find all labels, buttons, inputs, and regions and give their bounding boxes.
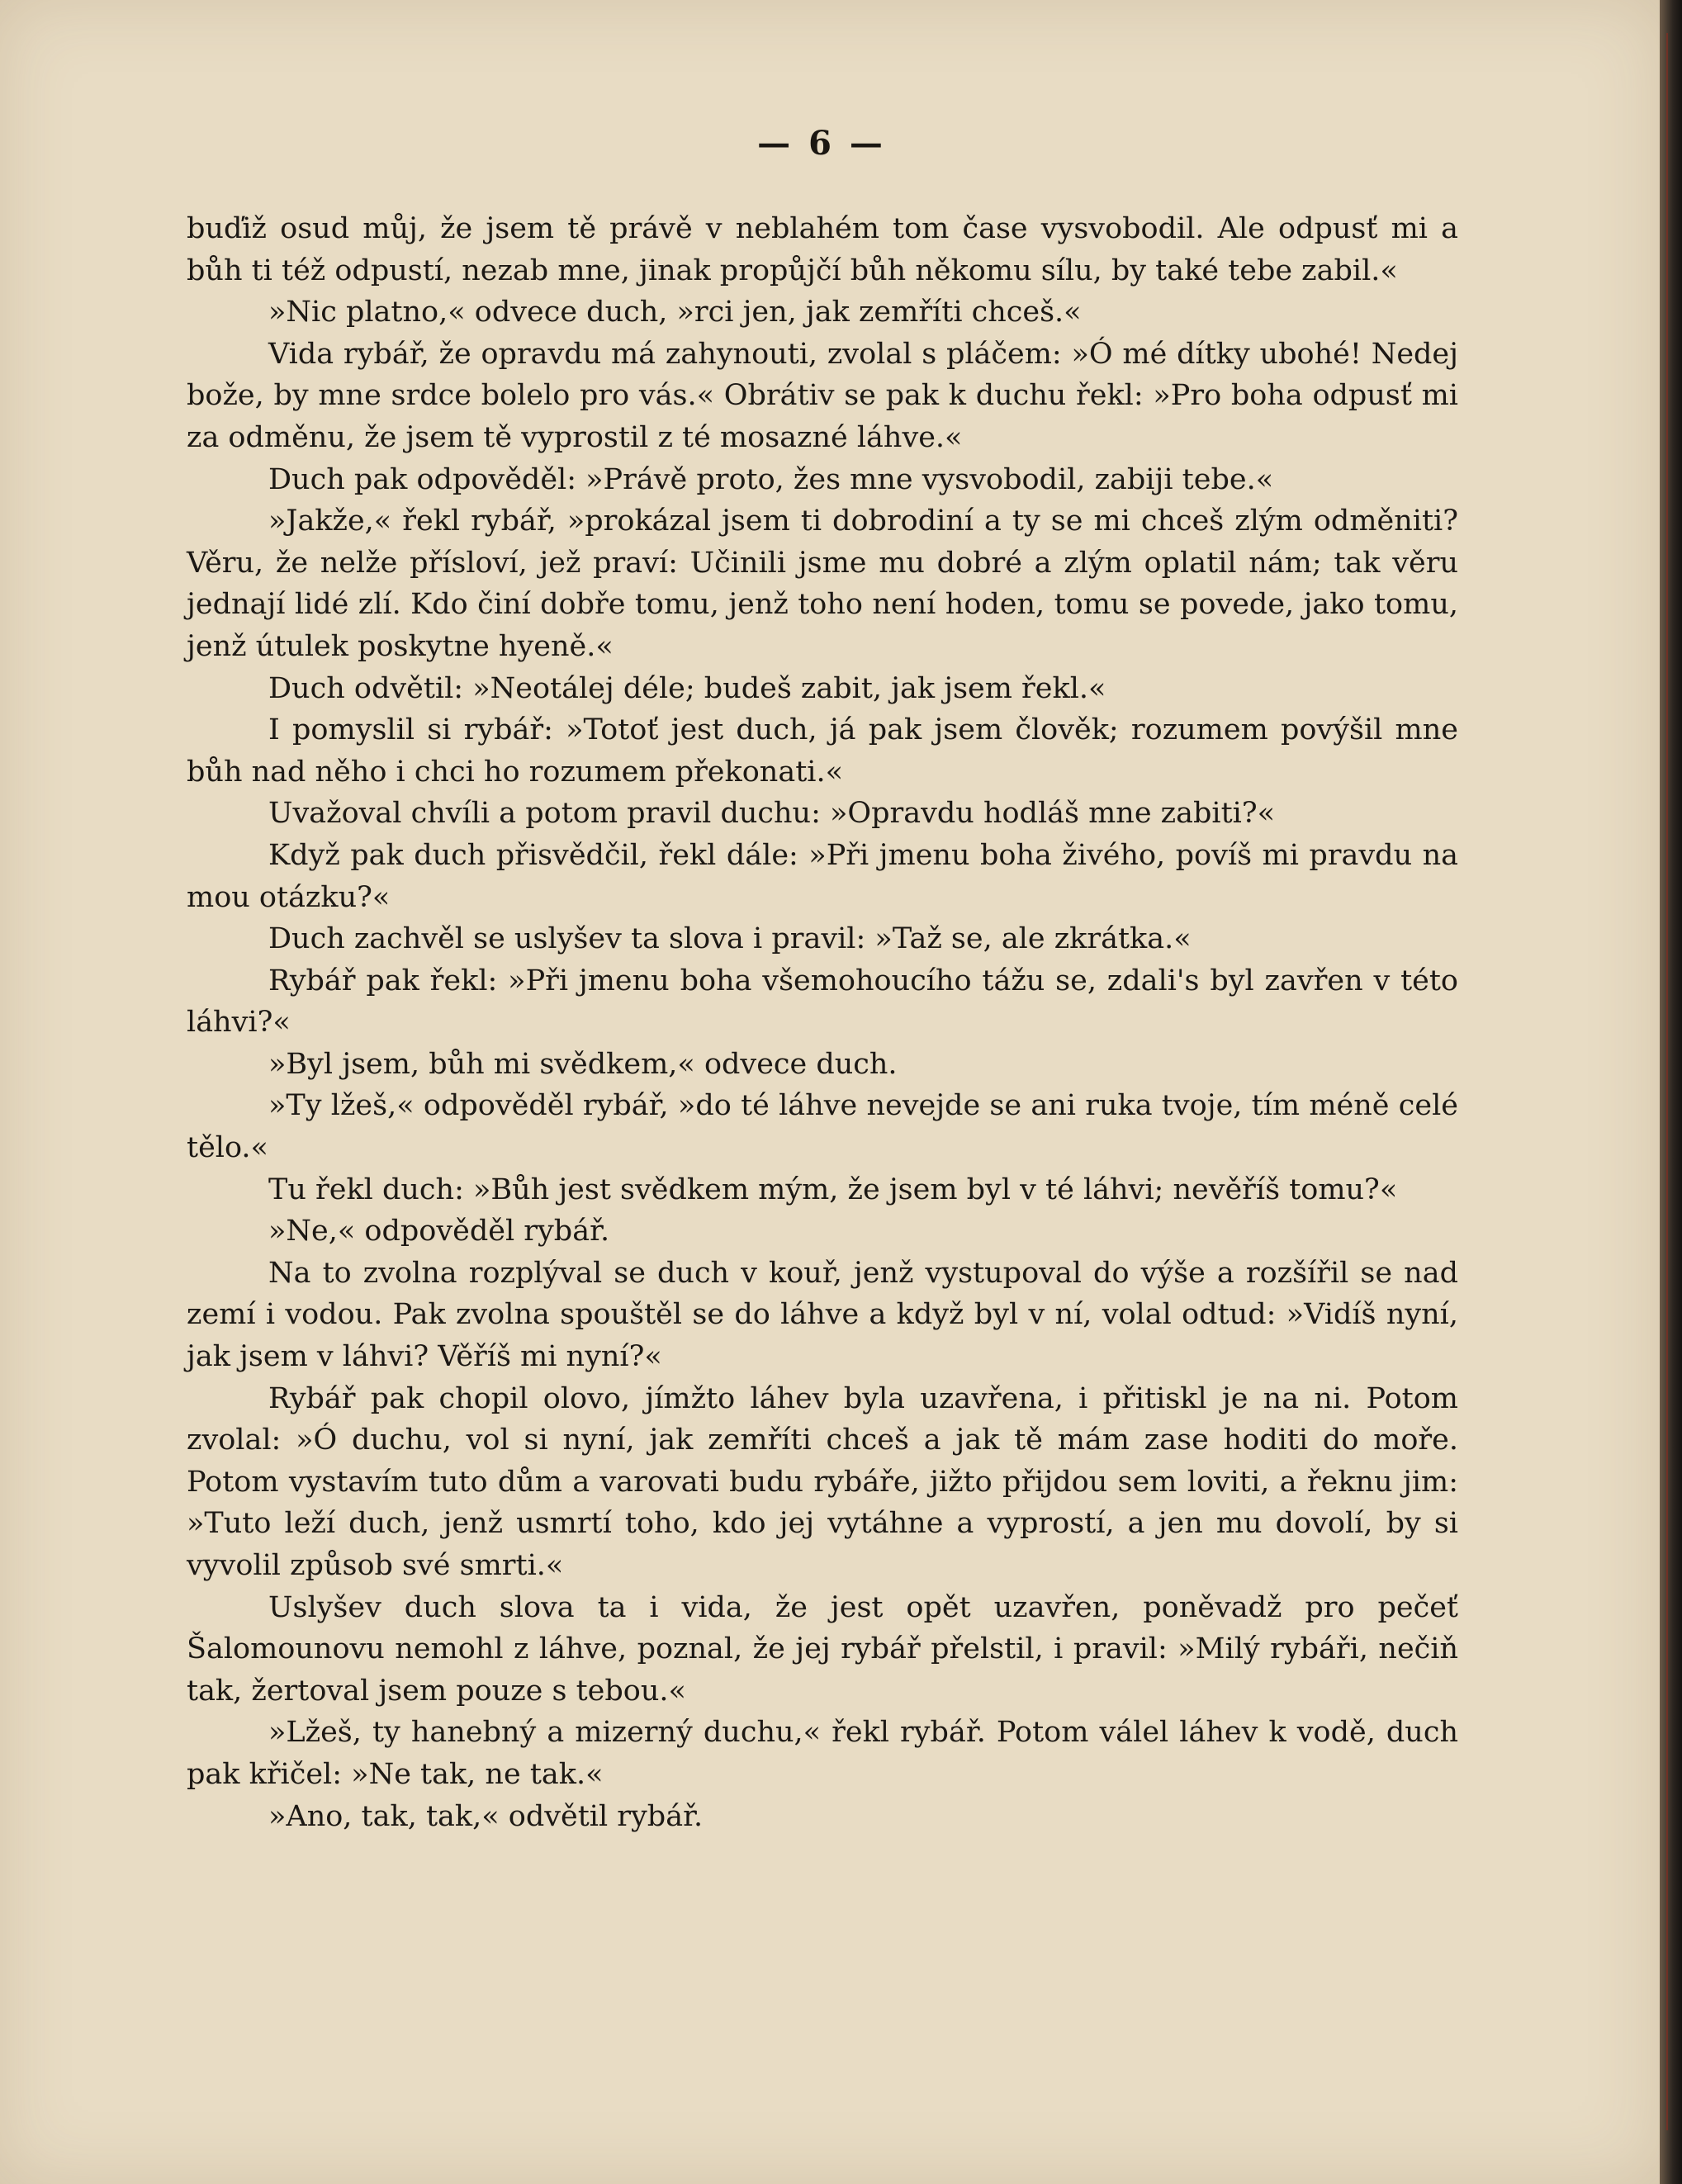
paragraph-9: Když pak duch přisvědčil, řekl dále: »Při jmenu boha živého, povíš mi pravdu na mou otázku?« (187, 838, 1458, 914)
paragraph-16: Na to zvolna rozplýval se duch v kouř, jenž vystupoval do výše a rozšířil se nad zemí i vodou. Pak zvolna spouštěl se do láhve a když byl v ní, volal odtud: »Vidíš nyní, jak jsem v láhvi? Věříš mi nyní?« (187, 1256, 1458, 1374)
paragraph-18: Uslyšev duch slova ta i vida, že jest opět uzavřen, poněvadž pro pečeť Šalomounovu nemohl z láhve, poznal, že jej rybář přelstil, i pravil: »Milý rybáři, nečiň tak, žertoval jsem pouze s tebou.« (187, 1590, 1458, 1708)
paragraph-3: Vida rybář, že opravdu má zahynouti, zvolal s pláčem: »Ó mé dítky ubohé! Nedej bože, by mne srdce bolelo pro vás.« Obrátiv se pak k duchu řekl: »Pro boha odpusť mi za odměnu, že jsem tě vyprostil z té mosazné láhve.« (187, 337, 1458, 454)
paragraph-10: Duch zachvěl se uslyšev ta slova i pravil: »Taž se, ale zkrátka.« (268, 922, 1192, 956)
paragraph-20: »Ano, tak, tak,« odvětil rybář. (268, 1799, 704, 1833)
paragraph-8: Uvažoval chvíli a potom pravil duchu: »Opravdu hodláš mne zabiti?« (268, 797, 1276, 831)
paragraph-12: »Byl jsem, bůh mi svědkem,« odvece duch. (268, 1047, 898, 1081)
paragraph-17: Rybář pak chopil olovo, jímžto láhev byla uzavřena, i přitiskl je na ni. Potom zvolal: »Ó duchu, vol si nyní, jak zemříti chceš a jak tě mám zase hoditi do moře. Potom vystavím tuto dům a varovati budu rybáře, jižto přijdou sem loviti, a řeknu jim: »Tuto leží duch, jenž usmrtí toho, kdo jej vytáhne a vyprostí, a jen mu dovolí, by si vyvolil způsob své smrti.« (187, 1381, 1458, 1582)
book-spine (1660, 0, 1682, 2184)
spine-edge-line (1666, 33, 1668, 2130)
paragraph-6: Duch odvětil: »Neotálej déle; budeš zabit, jak jsem řekl.« (268, 671, 1106, 705)
paragraph-13: »Ty lžeš,« odpověděl rybář, »do té láhve nevejde se ani ruka tvoje, tím méně celé tělo.« (187, 1089, 1458, 1165)
page-number: — 6 — (757, 124, 886, 163)
paragraph-7: I pomyslil si rybář: »Totoť jest duch, já pak jsem člověk; rozumem povýšil mne bůh nad něho i chci ho rozumem překonati.« (187, 713, 1458, 789)
paragraph-1: buďiž osud můj, že jsem tě právě v neblahém tom čase vysvobodil. Ale odpusť mi a bůh ti též odpustí, nezab mne, jinak propůjčí bůh někomu sílu, by také tebe zabil.« (187, 212, 1458, 287)
paragraph-14: Tu řekl duch: »Bůh jest svědkem mým, že jsem byl v té láhvi; nevěříš tomu?« (268, 1173, 1398, 1206)
paragraph-2: »Nic platno,« odvece duch, »rci jen, jak zemříti chceš.« (268, 296, 1082, 329)
paragraph-11: Rybář pak řekl: »Při jmenu boha všemohoucího tážu se, zdali's byl zavřen v této láhvi?« (187, 964, 1458, 1040)
paragraph-15: »Ne,« odpověděl rybář. (268, 1215, 610, 1248)
page-text (187, 208, 1458, 1837)
paragraph-5: »Jakže,« řekl rybář, »prokázal jsem ti dobrodiní a ty se mi chceš zlým odměniti? Věru, že nelže přísloví, jež praví: Učinili jsme mu dobré a zlým oplatil nám; tak věru jednají lidé zlí. Kdo činí dobře tomu, jenž toho není hoden, tomu se povede, jako tomu, jenž útulek poskytne hyeně.« (187, 505, 1458, 663)
paragraph-19: »Lžeš, ty hanebný a mizerný duchu,« řekl rybář. Potom válel láhev k vodě, duch pak křičel: »Ne tak, ne tak.« (187, 1716, 1458, 1791)
paragraph-4: Duch pak odpověděl: »Právě proto, žes mne vysvobodil, zabiji tebe.« (268, 462, 1274, 496)
